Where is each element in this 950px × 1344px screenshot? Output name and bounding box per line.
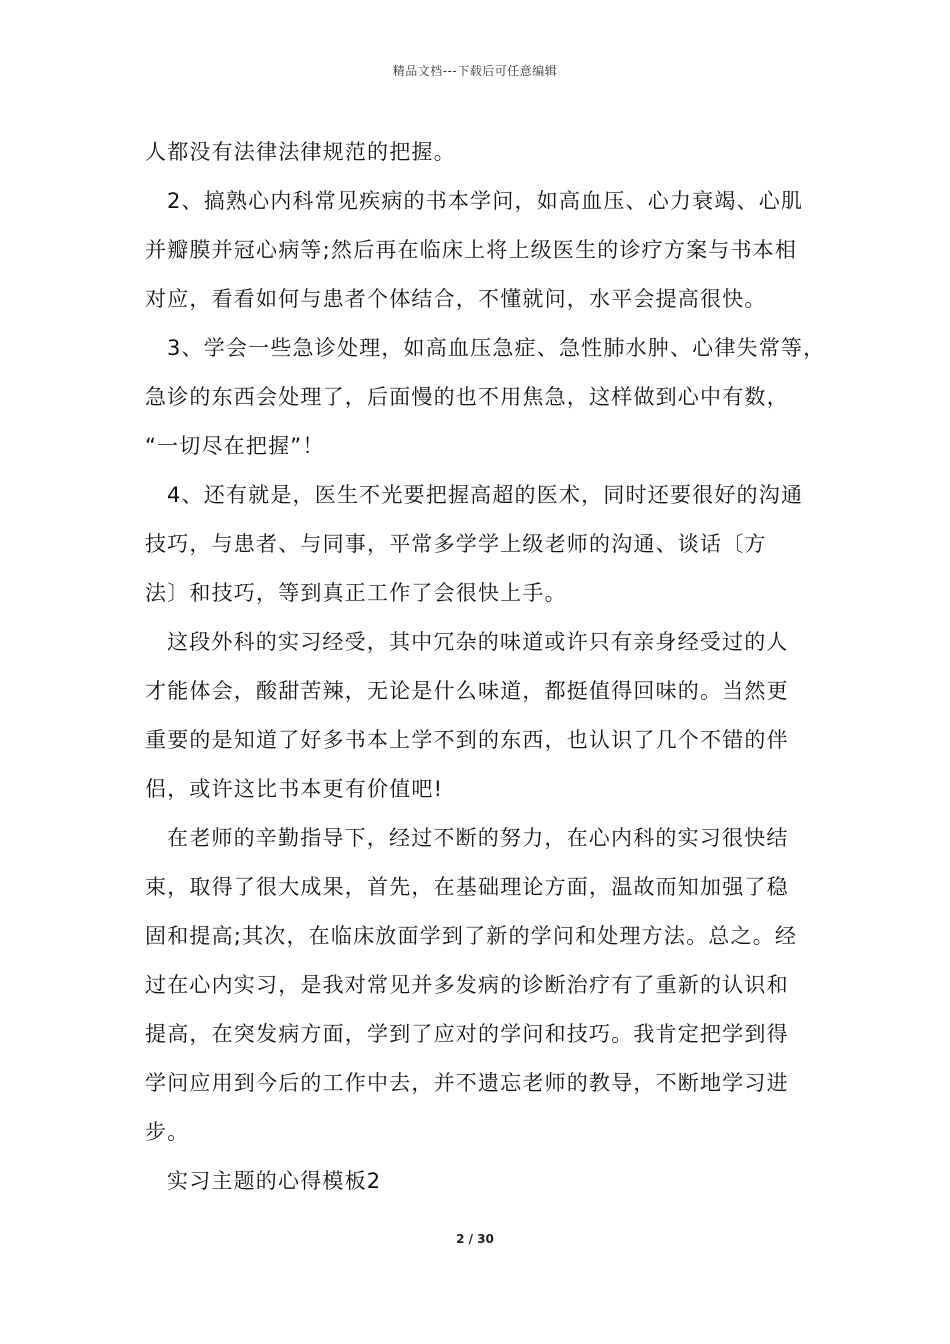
paragraph-line: 固和提高;其次，在临床放面学到了新的学问和处理方法。总之。经: [145, 924, 798, 948]
page-header: 精品文档---下载后可任意编辑: [392, 64, 558, 78]
paragraph-line: 急诊的东西会处理了，后面慢的也不用焦急，这样做到心中有数，: [145, 385, 789, 409]
paragraph-line: 提高，在突发病方面，学到了应对的学问和技巧。我肯定把学到得: [145, 1022, 789, 1046]
paragraph-line: “一切尽在把握”！: [145, 434, 325, 458]
paragraph-line: 重要的是知道了好多书本上学不到的东西，也认识了几个不错的伴: [145, 728, 789, 752]
paragraph-line: 2、搞熟心内科常见疾病的书本学问，如高血压、心力衰竭、心肌: [167, 189, 804, 213]
paragraph-line: 过在心内实习，是我对常见并多发病的诊断治疗有了重新的认识和: [145, 973, 789, 997]
paragraph-line: 3、学会一些急诊处理，如高血压急症、急性肺水肿、心律失常等，: [167, 336, 826, 360]
paragraph-line: 技巧，与患者、与同事，平常多学学上级老师的沟通、谈话〔方: [145, 532, 767, 556]
paragraph-line: 才能体会，酸甜苦辣，无论是什么味道，都挺值得回味的。当然更: [145, 679, 789, 703]
paragraph-line: 侣，或许这比书本更有价值吧!: [145, 777, 444, 801]
paragraph-line: 这段外科的实习经受，其中冗杂的味道或许只有亲身经受过的人: [167, 630, 789, 654]
paragraph-line: 束，取得了很大成果，首先，在基础理论方面，温故而知加强了稳: [145, 875, 789, 899]
paragraph-line: 对应，看看如何与患者个体结合，不懂就问，水平会提高很快。: [145, 287, 767, 311]
paragraph-line: 步。: [145, 1120, 190, 1144]
paragraph-line: 并瓣膜并冠心病等;然后再在临床上将上级医生的诊疗方案与书本相: [145, 238, 798, 262]
page-number: 2 / 30: [456, 1232, 494, 1246]
paragraph-line: 在老师的辛勤指导下，经过不断的努力，在心内科的实习很快结: [167, 826, 789, 850]
section-heading: 实习主题的心得模板2: [167, 1169, 382, 1193]
paragraph-line: 学问应用到今后的工作中去，并不遗忘老师的教导，不断地学习进: [145, 1071, 789, 1095]
document-body: [145, 128, 826, 1206]
paragraph-line: 法〕和技巧，等到真正工作了会很快上手。: [145, 581, 567, 605]
paragraph-line: 人都没有法律法律规范的把握。: [145, 140, 456, 164]
paragraph-line: 4、还有就是，医生不光要把握高超的医术，同时还要很好的沟通: [167, 483, 804, 507]
